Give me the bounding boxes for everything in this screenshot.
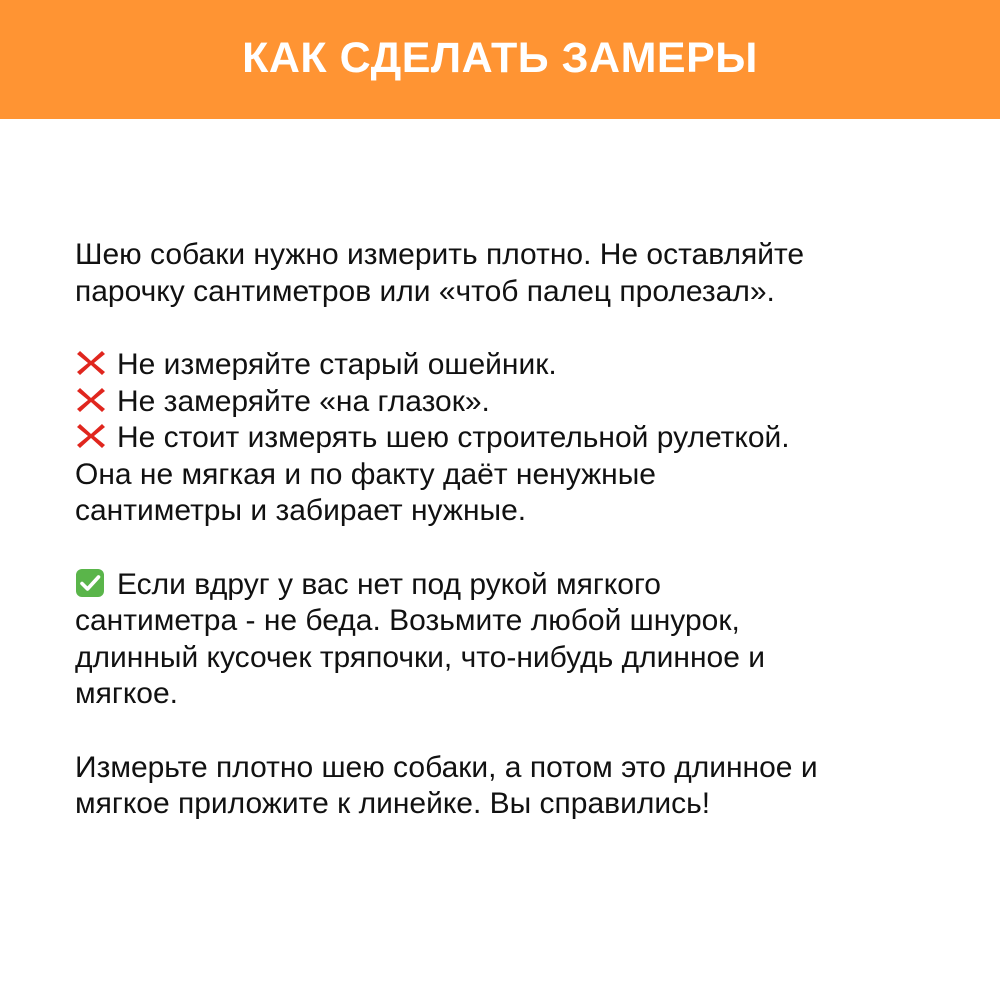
tip-line: мягкое. (75, 677, 178, 710)
cross-mark-icon (75, 421, 107, 451)
article-body (75, 237, 955, 823)
outro-line: мягкое приложите к линейке. Вы справились! (75, 787, 711, 820)
page-title: КАК СДЕЛАТЬ ЗАМЕРЫ (242, 34, 758, 82)
dont-item (75, 384, 955, 421)
cross-mark-icon (75, 348, 107, 378)
dont-continuation-line: Она не мягкая и по факту даёт ненужные (75, 457, 656, 491)
outro-line: Измерьте плотно шею собаки, а потом это длинное и (75, 750, 818, 784)
outro-paragraph (75, 750, 955, 823)
dont-item (75, 347, 955, 384)
tip-line: сантиметра - не беда. Возьмите любой шнурок, (75, 604, 740, 637)
dont-item-label: Не стоит измерять шею строительной рулеткой. (117, 421, 790, 454)
check-mark-icon (75, 568, 107, 598)
intro-line: Шею собаки нужно измерить плотно. Не оставляйте (75, 238, 805, 271)
intro-paragraph (75, 237, 955, 310)
dont-list (75, 347, 955, 530)
cross-mark-icon (75, 385, 107, 415)
dont-item-label: Не измеряйте старый ошейник. (117, 348, 557, 381)
dont-item-label: Не замеряйте «на глазок». (117, 384, 490, 418)
header-banner (0, 0, 1000, 119)
tip-line: длинный кусочек тряпочки, что-нибудь длинное и (75, 640, 765, 674)
intro-line: парочку сантиметров или «чтоб палец пролезал». (75, 274, 775, 308)
dont-item (75, 420, 955, 457)
tip-line (75, 567, 955, 604)
tip-line-label: Если вдруг у вас нет под рукой мягкого (117, 567, 661, 601)
tip-paragraph (75, 567, 955, 713)
dont-continuation-line: сантиметры и забирает нужные. (75, 494, 527, 527)
